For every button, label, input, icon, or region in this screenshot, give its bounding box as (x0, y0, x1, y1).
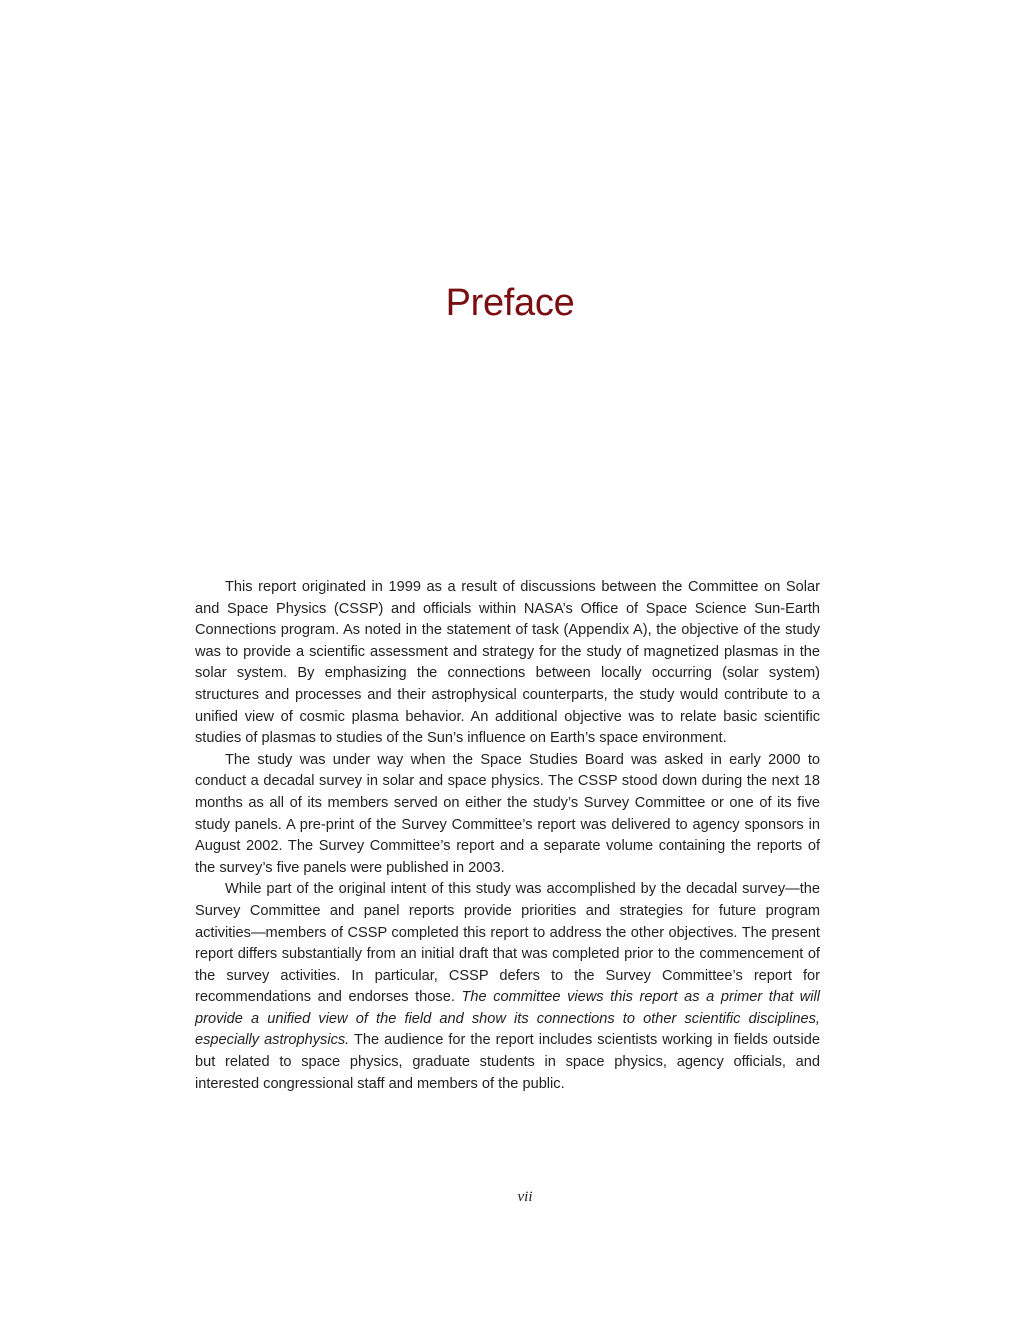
preface-body (195, 577, 820, 1095)
paragraph-2: The study was under way when the Space Studies Board was asked in early 2000 to conduct a decadal survey in solar and space physics. The CSSP stood down during the next 18 months as all of its members served on either the study’s Survey Committee or one of its five study panels. A pre-print of the Survey Committee’s report was delivered to agency sponsors in August 2002. The Survey Committee’s report and a separate volume containing the reports of the survey’s five panels were published in 2003. (195, 751, 820, 876)
page-number: vii (517, 1189, 533, 1205)
paragraph-1: This report originated in 1999 as a result of discussions between the Committee on Solar and Space Physics (CSSP) and officials within NASA’s Office of Space Science Sun-Earth Connections program. As noted in the statement of task (Appendix A), the objective of the study was to provide a scientific assessment and strategy for the study of magnetized plasmas in the solar system. By emphasizing the connections between locally occurring (solar system) structures and processes and their astrophysical counterparts, the study would contribute to a unified view of cosmic plasma behavior. An additional objective was to relate basic scientific studies of plasmas to studies of the Sun’s influence on Earth’s space environment. (195, 579, 820, 747)
page-title: Preface (445, 282, 575, 324)
paragraph-3-text-before: While part of the original intent of this study was accomplished by the decadal survey—the Survey Committee and panel reports provide priorities and strategies for future program activities—members of CSSP completed this report to address the other objectives. The present report differs substantially from an initial draft that was completed prior to the commencement of the survey activities. In particular, CSSP defers to the Survey Committee’s report for recommendations and endorses those. (195, 881, 820, 1006)
paragraph-3 (195, 879, 820, 1095)
paragraph-3-italic-statement: The committee views this report as a primer that will provide a unified view of the field and show its connections to other scientific disciplines, especially astrophysics. (195, 989, 820, 1049)
paragraph-3-text-after: The audience for the report includes scientists working in fields outside but related to space physics, graduate students in space physics, agency officials, and interested congressional staff and members of the public. (195, 1032, 820, 1092)
